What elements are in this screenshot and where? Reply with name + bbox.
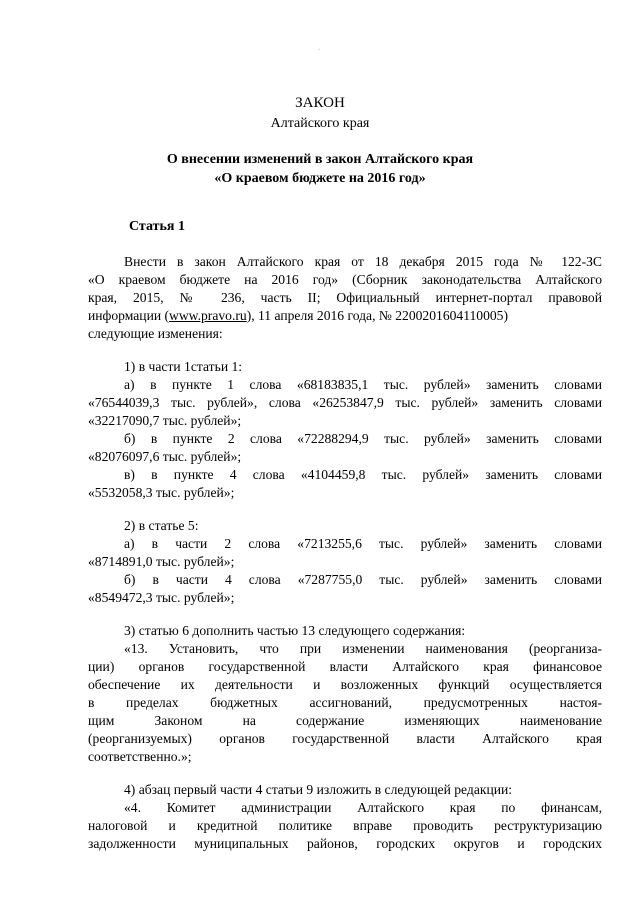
item-line: налоговой и кредитной политике вправе проводить реструктуризацию <box>88 818 602 833</box>
item-line: б) в части 4 слова «7287755,0 тыс. рублей» заменить словами <box>124 572 602 587</box>
item-line: «32217090,7 тыс. рублей»; <box>88 413 242 428</box>
document-type-heading: ЗАКОН <box>295 95 345 111</box>
item-line: «8549472,3 тыс. рублей»; <box>88 590 235 605</box>
item-heading: 1) в части 1статьи 1: <box>124 359 243 374</box>
pravo-link[interactable]: www.pravo.ru <box>169 308 247 323</box>
intro-line: Внести в закон Алтайского края от 18 декабря 2015 года № 122-ЗС <box>124 254 602 269</box>
item-line: щим Законом на содержание изменяющих наименование <box>88 713 602 728</box>
item-heading: 2) в статье 5: <box>124 518 199 533</box>
item-heading: 3) статью 6 дополнить частью 13 следующего содержания: <box>124 623 466 638</box>
item-line: (реорганизуемых) органов государственной власти Алтайского края <box>88 731 602 746</box>
intro-line: «О краевом бюджете на 2016 год» (Сборник законодательства Алтайского <box>88 272 602 287</box>
item-line: соответственно.»; <box>88 749 192 764</box>
item-heading: 4) абзац первый части 4 статьи 9 изложить в следующей редакции: <box>124 782 513 797</box>
item-line: а) в пункте 1 слова «68183835,1 тыс. рублей» заменить словами <box>124 377 602 392</box>
item-line: «13. Установить, что при изменении наименования (реорганиза- <box>124 641 602 656</box>
intro-line: следующие изменения: <box>88 326 223 341</box>
intro-text: ), 11 апреля 2016 года, № 2200201604110005) <box>246 308 509 323</box>
item-line: «4. Комитет администрации Алтайского края по финансам, <box>124 800 602 815</box>
item-line: б) в пункте 2 слова «72288294,9 тыс. рублей» заменить словами <box>124 431 602 446</box>
item-line: «76544039,3 тыс. рублей», слова «26253847,9 тыс. рублей» заменить словами <box>88 395 602 410</box>
article-heading: Статья 1 <box>129 219 185 234</box>
scan-speck: . <box>318 42 321 52</box>
item-line: «8714891,0 тыс. рублей»; <box>88 554 235 569</box>
intro-line <box>88 307 602 324</box>
item-line: ции) органов государственной власти Алтайского края финансовое <box>88 659 602 674</box>
item-line: задолженности муниципальных районов, городских округов и городских <box>88 836 602 851</box>
item-line: «5532058,3 тыс. рублей»; <box>88 485 235 500</box>
item-line: «82076097,6 тыс. рублей»; <box>88 449 242 464</box>
item-line: в пределах бюджетных ассигнований, предусмотренных настоя- <box>88 695 602 710</box>
region-heading: Алтайского края <box>270 116 370 131</box>
law-title-line-1: О внесении изменений в закон Алтайского края <box>166 152 474 167</box>
item-line: в) в пункте 4 слова «4104459,8 тыс. рублей» заменить словами <box>124 467 602 482</box>
law-title-line-2: «О краевом бюджете на 2016 год» <box>214 171 426 186</box>
intro-line: края, 2015, № 236, часть II; Официальный интернет-портал правовой <box>88 290 602 305</box>
intro-text: информации ( <box>88 308 170 323</box>
item-line: обеспечение их деятельности и возложенных функций осуществляется <box>88 677 602 692</box>
item-line: а) в части 2 слова «7213255,6 тыс. рублей» заменить словами <box>124 536 602 551</box>
